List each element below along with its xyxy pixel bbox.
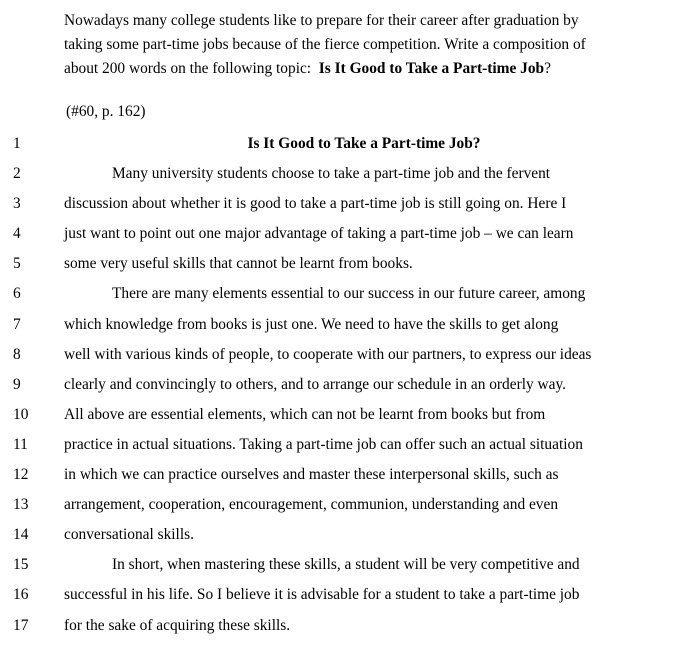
composition-line-text: some very useful skills that cannot be learnt from books. (64, 255, 413, 273)
line-number: 13 (13, 496, 29, 514)
line-number: 17 (13, 616, 29, 634)
composition-line-row (0, 434, 684, 464)
line-number: 9 (13, 375, 21, 393)
composition-line-text: successful in his life. So I believe it is advisable for a student to take a part-time job (64, 586, 580, 604)
composition-line-row (0, 494, 684, 524)
line-number: 2 (13, 165, 21, 183)
composition-line-text: clearly and convincingly to others, and to arrange our schedule in an orderly way. (64, 375, 567, 393)
prompt-line-2: taking some part-time jobs because of the fierce competition. Write a composition of (64, 36, 586, 53)
line-number: 11 (13, 435, 28, 453)
composition-line-text: There are many elements essential to our success in our future career, among (112, 285, 586, 303)
composition-line-row (0, 584, 684, 614)
composition-line-text: well with various kinds of people, to cooperate with our partners, to express our ideas (64, 345, 592, 363)
composition-line-row (0, 193, 684, 223)
composition-line-row (0, 344, 684, 374)
composition-line-text: conversational skills. (64, 526, 194, 544)
line-number: 4 (13, 225, 21, 243)
composition-line-row (0, 253, 684, 283)
composition-line-row (0, 374, 684, 404)
assignment-prompt (64, 9, 668, 81)
composition-line-text: discussion about whether it is good to take a part-time job is still going on. Here I (64, 195, 567, 213)
composition-line-text: in which we can practice ourselves and master these interpersonal skills, such as (64, 466, 559, 484)
prompt-line-3 (64, 57, 668, 81)
line-number: 1 (13, 135, 21, 152)
composition-body (0, 133, 684, 645)
composition-line-row (0, 554, 684, 584)
line-number: 8 (13, 345, 21, 363)
composition-line-row (0, 314, 684, 344)
composition-line-row (0, 404, 684, 434)
line-number: 12 (13, 466, 29, 484)
prompt-topic-question-mark: ? (544, 60, 551, 77)
prompt-line-1: Nowadays many college students like to prepare for their career after graduation by (64, 12, 579, 29)
line-number: 15 (13, 556, 29, 574)
composition-line-row (0, 223, 684, 253)
composition-title: Is It Good to Take a Part-time Job? (247, 135, 481, 152)
composition-line-row (0, 524, 684, 554)
line-number: 6 (13, 285, 21, 303)
composition-line-text: for the sake of acquiring these skills. (64, 616, 291, 634)
composition-line-row (0, 615, 684, 645)
composition-line-text: In short, when mastering these skills, a student will be very competitive and (112, 556, 580, 574)
composition-line-row (0, 464, 684, 494)
prompt-topic-title: Is It Good to Take a Part-time Job (318, 60, 545, 77)
line-number: 3 (13, 195, 21, 213)
source-reference: (#60, p. 162) (66, 103, 146, 120)
composition-line-text: practice in actual situations. Taking a part-time job can offer such an actual situation (64, 435, 583, 453)
line-number: 5 (13, 255, 21, 273)
composition-line-text: All above are essential elements, which can not be learnt from books but from (64, 405, 546, 423)
composition-line-text: arrangement, cooperation, encouragement, communion, understanding and even (64, 496, 559, 514)
line-number: 7 (13, 315, 21, 333)
composition-line-text: just want to point out one major advantage of taking a part-time job – we can learn (64, 225, 574, 243)
line-number: 10 (13, 405, 29, 423)
line-number: 16 (13, 586, 29, 604)
composition-line-row (0, 283, 684, 313)
composition-line-row (0, 133, 684, 163)
composition-line-text: which knowledge from books is just one. We need to have the skills to get along (64, 315, 559, 333)
prompt-line-3-prefix: about 200 words on the following topic: (64, 60, 312, 77)
line-number: 14 (13, 526, 29, 544)
composition-line-row (0, 163, 684, 193)
composition-line-text: Many university students choose to take a part-time job and the fervent (112, 165, 551, 183)
